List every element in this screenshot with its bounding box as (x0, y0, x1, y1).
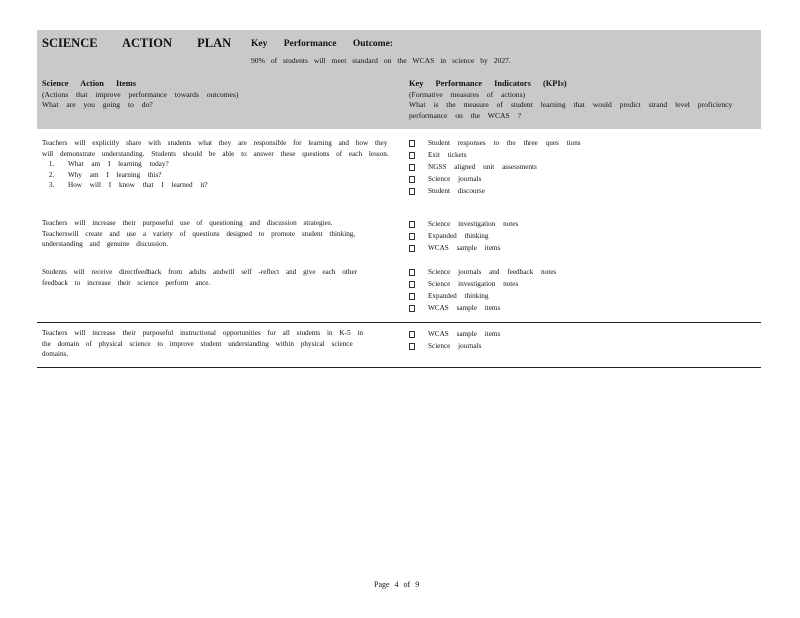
list-item: Science investigation notes (409, 218, 518, 230)
list-item: 3. How will I know that I learned it? (62, 180, 392, 191)
action-item-3 (42, 267, 387, 288)
list-item: Science journals and feedback notes (409, 266, 556, 278)
list-item: Expanded thinking (409, 230, 518, 242)
action-text: Teachers will explicitly share with students what they are responsible for learning and how they will demonstrate understanding. Students should be able to answer these questions of each lesson. (42, 139, 389, 158)
list-item: 2. Why am I learning this? (62, 170, 392, 181)
checkbox-bullet-icon (409, 331, 415, 338)
action-item-4 (42, 328, 372, 360)
page-number: Page 4 of 9 (374, 580, 420, 589)
kpi-list-1 (409, 137, 581, 197)
list-item: WCAS sample items (409, 302, 556, 314)
action-item-1 (42, 138, 392, 191)
action-item-2 (42, 218, 372, 250)
list-item: WCAS sample items (409, 242, 518, 254)
list-item: Science investigation notes (409, 278, 556, 290)
kpi-list-4 (409, 328, 500, 352)
list-item: Exit tickets (409, 149, 581, 161)
checkbox-bullet-icon (409, 140, 415, 147)
checkbox-bullet-icon (409, 221, 415, 228)
list-item: 1. What am I learning today? (62, 159, 392, 170)
action-items-question: What are you going to do? (42, 100, 153, 109)
list-item: Expanded thinking (409, 290, 556, 302)
checkbox-bullet-icon (409, 245, 415, 252)
checkbox-bullet-icon (409, 269, 415, 276)
checkbox-bullet-icon (409, 152, 415, 159)
action-text: Students will receive directfeedback from adults andwill self -reflect and give each other feedback to increase their science perform ance. (42, 268, 358, 287)
checkbox-bullet-icon (409, 233, 415, 240)
kpi-title: Key Performance Indicators (KPIs) (409, 79, 567, 88)
kpi-list-2 (409, 218, 518, 254)
list-item: WCAS sample items (409, 328, 500, 340)
checkbox-bullet-icon (409, 305, 415, 312)
action-items-title: Science Action Items (42, 79, 136, 88)
checkbox-bullet-icon (409, 164, 415, 171)
action-text: Teachers will increase their purposeful instructional opportunities for all students in K-5 in the domain of physical science to improve student understanding within physical science domains. (42, 329, 363, 359)
kpi-question: What is the measure of student learning that would predict strand level proficiency performance on the WCAS ? (409, 100, 733, 120)
kpi-subtitle: (Formative measures of actions) (409, 89, 526, 99)
kpi-list-3 (409, 266, 556, 314)
checkbox-bullet-icon (409, 343, 415, 350)
action-text: Teachers will increase their purposeful use of questioning and discussion strategies. Teacherswill create and use a variety of questions designed to promote student thinking, understanding and genuine discussion. (42, 219, 356, 249)
checkbox-bullet-icon (409, 176, 415, 183)
checkbox-bullet-icon (409, 281, 415, 288)
list-item: Student discourse (409, 185, 581, 197)
action-items-heading (42, 79, 238, 111)
lesson-questions-list (42, 159, 392, 191)
action-items-subtitle: (Actions that improve performance towards outcomes) (42, 89, 239, 99)
page-title: SCIENCE ACTION PLAN (42, 36, 232, 50)
kpi-heading (409, 79, 749, 121)
row-divider (37, 322, 761, 323)
checkbox-bullet-icon (409, 188, 415, 195)
list-item: Student responses to the three ques tions (409, 137, 581, 149)
table-bottom-border (37, 367, 761, 368)
list-item: Science journals (409, 340, 500, 352)
list-item: NGSS aligned unit assessments (409, 161, 581, 173)
key-performance-outcome-label: Key Performance Outcome: (251, 39, 393, 49)
key-performance-outcome-text: 90% of students will meet standard on the WCAS in science by 2027. (251, 56, 511, 65)
list-item: Science journals (409, 173, 581, 185)
checkbox-bullet-icon (409, 293, 415, 300)
